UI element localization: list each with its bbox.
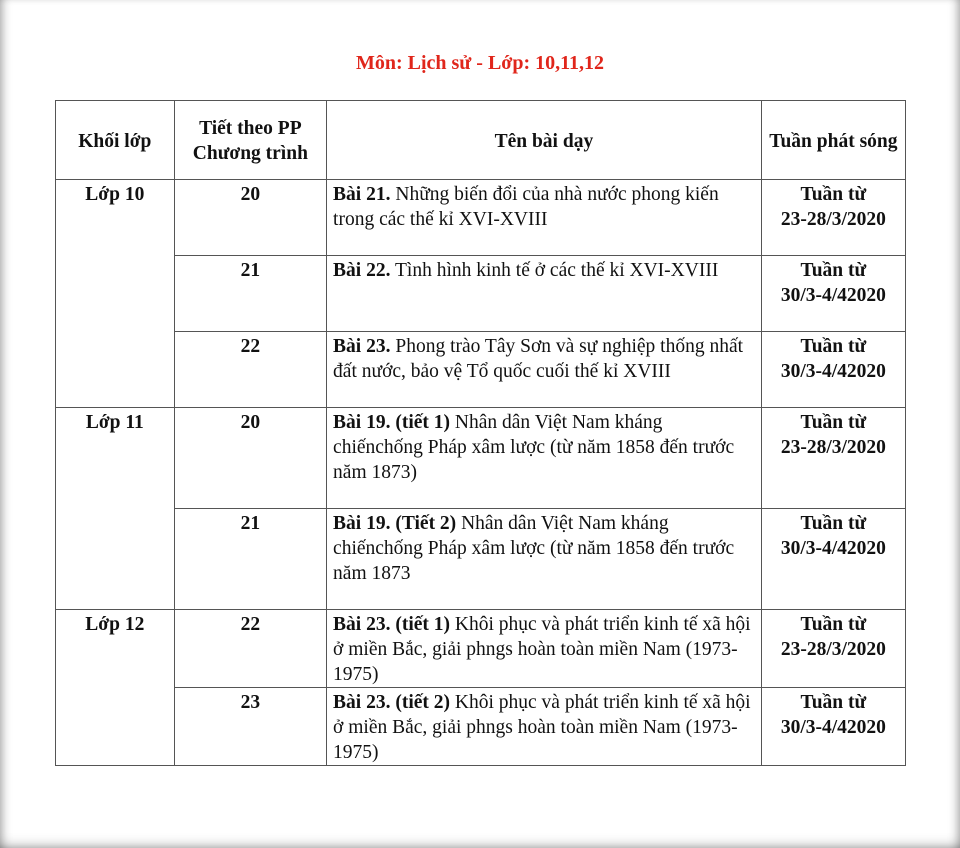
week-label: Tuần từ bbox=[800, 412, 867, 433]
grade-cell: Lớp 12 bbox=[56, 610, 175, 688]
lesson-title: Nhân dân Việt Nam kháng chiếnchống Pháp xâm lược (từ năm 1858 đến trước năm 1873 bbox=[333, 513, 735, 584]
week-range: 23-28/3/2020 bbox=[780, 639, 886, 660]
week-label: Tuần từ bbox=[800, 336, 867, 357]
week-label: Tuần từ bbox=[800, 260, 867, 281]
period-cell: 20 bbox=[174, 180, 326, 256]
table-row bbox=[56, 610, 906, 688]
table-row bbox=[56, 332, 906, 408]
week-range: 30/3-4/42020 bbox=[780, 361, 886, 382]
lesson-number: Bài 21. bbox=[333, 184, 391, 205]
week-range: 23-28/3/2020 bbox=[780, 209, 886, 230]
grade-cell: Lớp 10 bbox=[56, 180, 175, 256]
period-cell: 21 bbox=[174, 509, 326, 610]
week-range: 30/3-4/42020 bbox=[780, 538, 886, 559]
week-label: Tuần từ bbox=[800, 513, 867, 534]
grade-cell bbox=[56, 688, 175, 766]
week-range: 23-28/3/2020 bbox=[780, 437, 886, 458]
period-cell: 20 bbox=[174, 408, 326, 509]
week-label: Tuần từ bbox=[800, 614, 867, 635]
lesson-title: Tình hình kinh tế ở các thế kỉ XVI-XVIII bbox=[390, 260, 719, 281]
lesson-title: Những biến đổi của nhà nước phong kiến trong các thế kỉ XVI-XVIII bbox=[333, 184, 719, 230]
lesson-cell bbox=[327, 332, 762, 408]
week-cell bbox=[761, 509, 905, 610]
table-row bbox=[56, 180, 906, 256]
lesson-cell bbox=[327, 256, 762, 332]
period-cell: 23 bbox=[174, 688, 326, 766]
week-cell bbox=[761, 408, 905, 509]
week-range: 30/3-4/42020 bbox=[780, 717, 886, 738]
grade-cell bbox=[56, 509, 175, 610]
table-row bbox=[56, 256, 906, 332]
lesson-cell bbox=[327, 408, 762, 509]
week-cell bbox=[761, 610, 905, 688]
week-label: Tuần từ bbox=[800, 184, 867, 205]
grade-cell bbox=[56, 332, 175, 408]
grade-cell bbox=[56, 256, 175, 332]
lesson-cell bbox=[327, 180, 762, 256]
header-grade: Khối lớp bbox=[56, 101, 175, 180]
lesson-number: Bài 23. bbox=[333, 336, 391, 357]
lesson-cell bbox=[327, 688, 762, 766]
lesson-title: Phong trào Tây Sơn và sự nghiệp thống nhất đất nước, bảo vệ Tổ quốc cuối thế kỉ XVIII bbox=[333, 336, 744, 382]
header-lesson: Tên bài dạy bbox=[327, 101, 762, 180]
lesson-cell bbox=[327, 610, 762, 688]
week-label: Tuần từ bbox=[800, 692, 867, 713]
lesson-number: Bài 19. (Tiết 2) bbox=[333, 513, 457, 534]
schedule-table bbox=[55, 100, 906, 766]
table-row bbox=[56, 509, 906, 610]
lesson-title: Khôi phục và phát triển kinh tế xã hội ở miền Bắc, giải phngs hoàn toàn miền Nam (1973-1975) bbox=[333, 614, 751, 685]
grade-cell: Lớp 11 bbox=[56, 408, 175, 509]
week-cell bbox=[761, 180, 905, 256]
lesson-number: Bài 23. (tiết 1) bbox=[333, 614, 451, 635]
page-title: Môn: Lịch sử - Lớp: 10,11,12 bbox=[355, 52, 605, 74]
week-cell bbox=[761, 332, 905, 408]
week-range: 30/3-4/42020 bbox=[780, 285, 886, 306]
lesson-title: Khôi phục và phát triển kinh tế xã hội ở miền Bắc, giải phngs hoàn toàn miền Nam (1973-1975) bbox=[333, 692, 751, 763]
lesson-title: Nhân dân Việt Nam kháng chiếnchống Pháp xâm lược (từ năm 1858 đến trước năm 1873) bbox=[333, 412, 735, 483]
table-row bbox=[56, 408, 906, 509]
lesson-number: Bài 23. (tiết 2) bbox=[333, 692, 451, 713]
header-week: Tuần phát sóng bbox=[761, 101, 905, 180]
lesson-number: Bài 19. (tiết 1) bbox=[333, 412, 451, 433]
period-cell: 21 bbox=[174, 256, 326, 332]
table-header-row bbox=[56, 101, 906, 180]
lesson-cell bbox=[327, 509, 762, 610]
period-cell: 22 bbox=[174, 610, 326, 688]
week-cell bbox=[761, 256, 905, 332]
header-period: Tiết theo PP Chương trình bbox=[174, 101, 326, 180]
lesson-number: Bài 22. bbox=[333, 260, 391, 281]
week-cell bbox=[761, 688, 905, 766]
table-row bbox=[56, 688, 906, 766]
period-cell: 22 bbox=[174, 332, 326, 408]
